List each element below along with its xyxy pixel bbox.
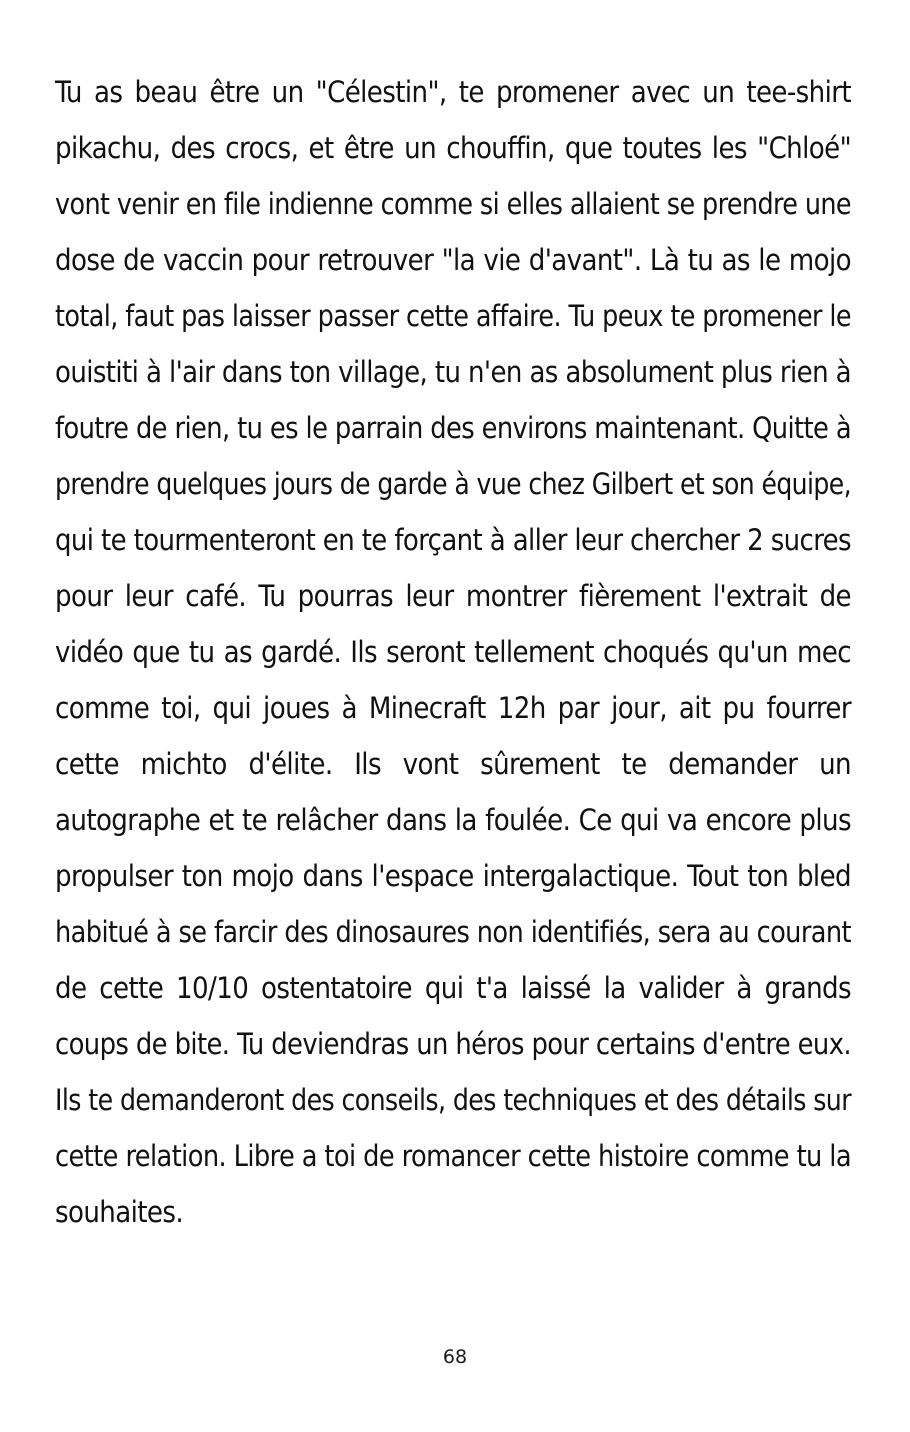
text-line: cette relation. Libre a toi de romancer cette histoire comme tu la — [55, 1139, 851, 1173]
text-line: ouistiti à l'air dans ton village, tu n'en as absolument plus rien à — [55, 355, 851, 389]
text-line: comme toi, qui joues à Minecraft 12h par jour, ait pu fourrer — [55, 691, 851, 725]
text-line: dose de vaccin pour retrouver "la vie d'avant". Là tu as le mojo — [55, 243, 851, 277]
text-line: pikachu, des crocs, et être un chouffin, que toutes les "Chloé" — [55, 131, 851, 165]
text-line: prendre quelques jours de garde à vue chez Gilbert et son équipe, — [55, 467, 851, 501]
text-line: vidéo que tu as gardé. Ils seront tellement choqués qu'un mec — [55, 635, 851, 669]
text-line: pour leur café. Tu pourras leur montrer fièrement l'extrait de — [55, 579, 851, 613]
body-paragraph — [55, 64, 851, 1240]
text-line: de cette 10/10 ostentatoire qui t'a laissé la valider à grands — [55, 971, 851, 1005]
text-line: vont venir en file indienne comme si elles allaient se prendre une — [55, 187, 851, 221]
text-line: Ils te demanderont des conseils, des techniques et des détails sur — [55, 1083, 851, 1117]
text-line: habitué à se farcir des dinosaures non identifiés, sera au courant — [55, 915, 851, 949]
text-line: qui te tourmenteront en te forçant à aller leur chercher 2 sucres — [55, 523, 851, 557]
text-line: foutre de rien, tu es le parrain des environs maintenant. Quitte à — [55, 411, 851, 445]
text-line: coups de bite. Tu deviendras un héros pour certains d'entre eux. — [55, 1027, 851, 1061]
text-line: propulser ton mojo dans l'espace intergalactique. Tout ton bled — [55, 859, 851, 893]
text-line: total, faut pas laisser passer cette affaire. Tu peux te promener le — [55, 299, 851, 333]
text-line: Tu as beau être un "Célestin", te promener avec un tee-shirt — [55, 75, 851, 109]
text-line: cette michto d'élite. Ils vont sûrement te demander un — [55, 747, 851, 781]
text-line: autographe et te relâcher dans la foulée. Ce qui va encore plus — [55, 803, 851, 837]
page-number: 68 — [442, 1346, 468, 1368]
text-line: souhaites. — [55, 1195, 184, 1229]
